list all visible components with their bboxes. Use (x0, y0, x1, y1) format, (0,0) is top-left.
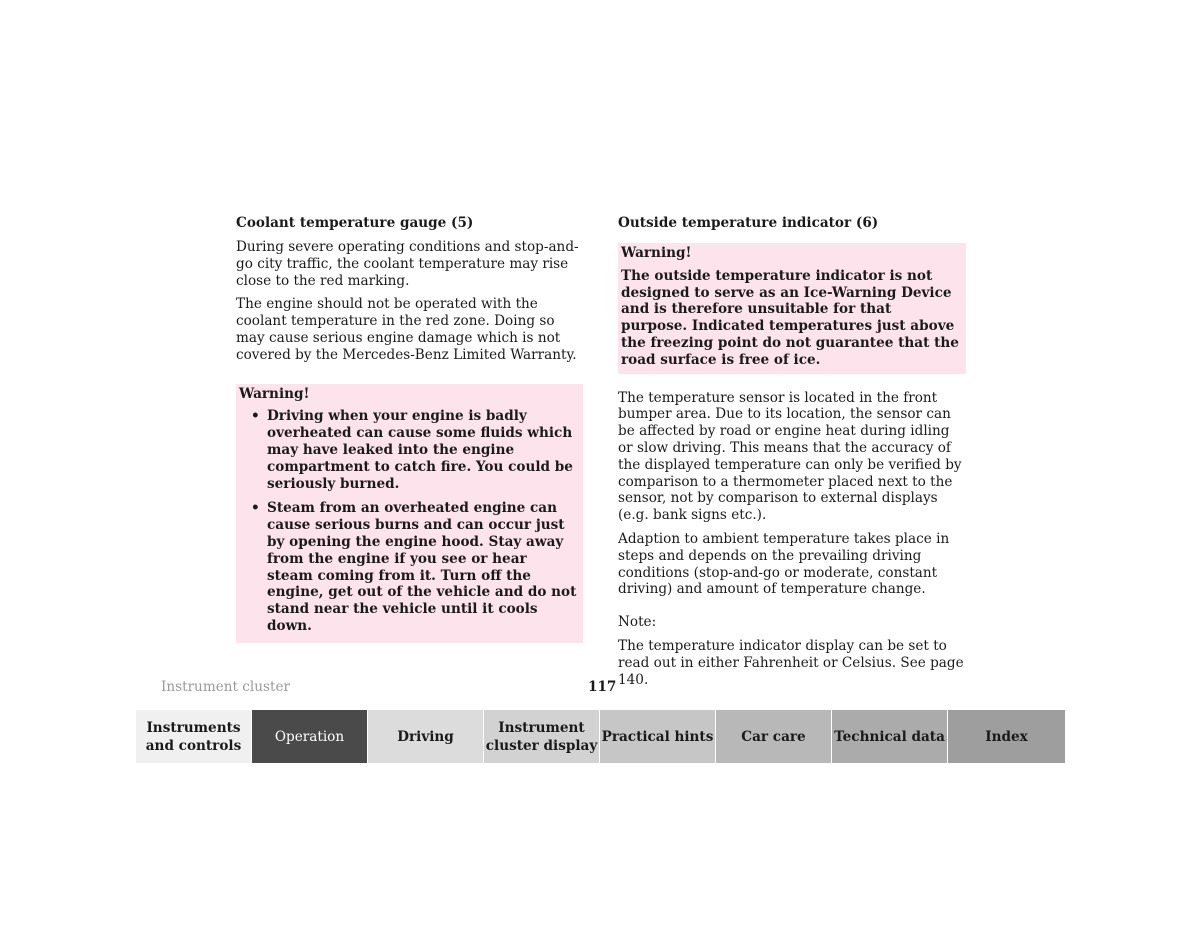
warning-bullet-item (239, 500, 577, 634)
tab-label: Instrument cluster display (485, 719, 598, 754)
tab-label: Operation (274, 728, 345, 745)
adaption-paragraph: Adaption to ambient temperature takes place in steps and depends on the prevailing driving conditions (stop-and-go or moderate, constant driving) and amount of temperature change. (618, 530, 950, 598)
warning-bullet-item (239, 408, 577, 492)
left-column (236, 214, 586, 643)
right-column (618, 214, 968, 695)
coolant-warning-box (236, 384, 583, 643)
tab-operation[interactable] (252, 710, 368, 763)
tab-technical-data[interactable] (832, 710, 948, 763)
section-title: Instrument cluster (161, 679, 290, 695)
note-text: The temperature indicator display can be set to read out in either Fahrenheit or Celsius. See page 140. (618, 637, 964, 688)
coolant-warning-list (239, 408, 577, 634)
outside-temp-warning-title: Warning! (621, 245, 692, 261)
warning-bullet-text: Driving when your engine is badly overheated can cause some fluids which may have leaked into the engine compartment to catch fire. You could be seriously burned. (267, 408, 573, 492)
tab-instrument-cluster-display[interactable] (484, 710, 600, 763)
warning-bullet-text: Steam from an overheated engine can cause serious burns and can occur just by opening the engine hood. Stay away from the engine if you see or hear steam coming from it. Turn off the engine, get out of the vehicle and do not stand near the vehicle until it cools down. (267, 500, 577, 634)
tab-label: Instruments and controls (145, 719, 242, 754)
page-number: 117 (588, 679, 617, 695)
coolant-paragraph-2: The engine should not be operated with the coolant temperature in the red zone. Doing so may cause serious engine damage which is not covered by the Mercedes-Benz Limited Warranty. (236, 296, 577, 363)
tab-index[interactable] (948, 710, 1065, 763)
tab-practical-hints[interactable] (600, 710, 716, 763)
tab-driving[interactable] (368, 710, 484, 763)
tab-car-care[interactable] (716, 710, 832, 763)
coolant-paragraph-1: During severe operating conditions and stop-and-go city traffic, the coolant temperature may rise close to the red marking. (236, 239, 579, 289)
coolant-gauge-heading: Coolant temperature gauge (5) (236, 215, 474, 231)
coolant-warning-title: Warning! (239, 385, 310, 402)
tab-label: Technical data (834, 728, 945, 745)
tab-label: Practical hints (601, 728, 714, 745)
tab-label: Car care (741, 728, 806, 745)
bullet-icon: • (251, 500, 260, 517)
tab-label: Driving (397, 728, 454, 745)
outside-temp-warning-box (618, 243, 966, 374)
outside-temp-heading: Outside temperature indicator (6) (618, 215, 879, 231)
sensor-paragraph: The temperature sensor is located in the front bumper area. Due to its location, the sensor can be affected by road or engine heat during idling or slow driving. This means that the accuracy of the displayed temperature can only be verified by comparison to a thermometer placed next to the sensor, not by comparison to external displays (e.g. bank signs etc.). (618, 389, 962, 524)
chapter-nav (136, 710, 1065, 763)
tab-instruments-and-controls[interactable] (136, 710, 252, 763)
outside-temp-warning-text: The outside temperature indicator is not designed to serve as an Ice-Warning Device and is therefore unsuitable for that purpose. Indicated temperatures just above the freezing point do not guarantee that the road surface is free of ice. (621, 267, 959, 368)
note-label: Note: (618, 614, 657, 631)
bullet-icon: • (251, 408, 260, 425)
tab-label: Index (985, 728, 1028, 745)
